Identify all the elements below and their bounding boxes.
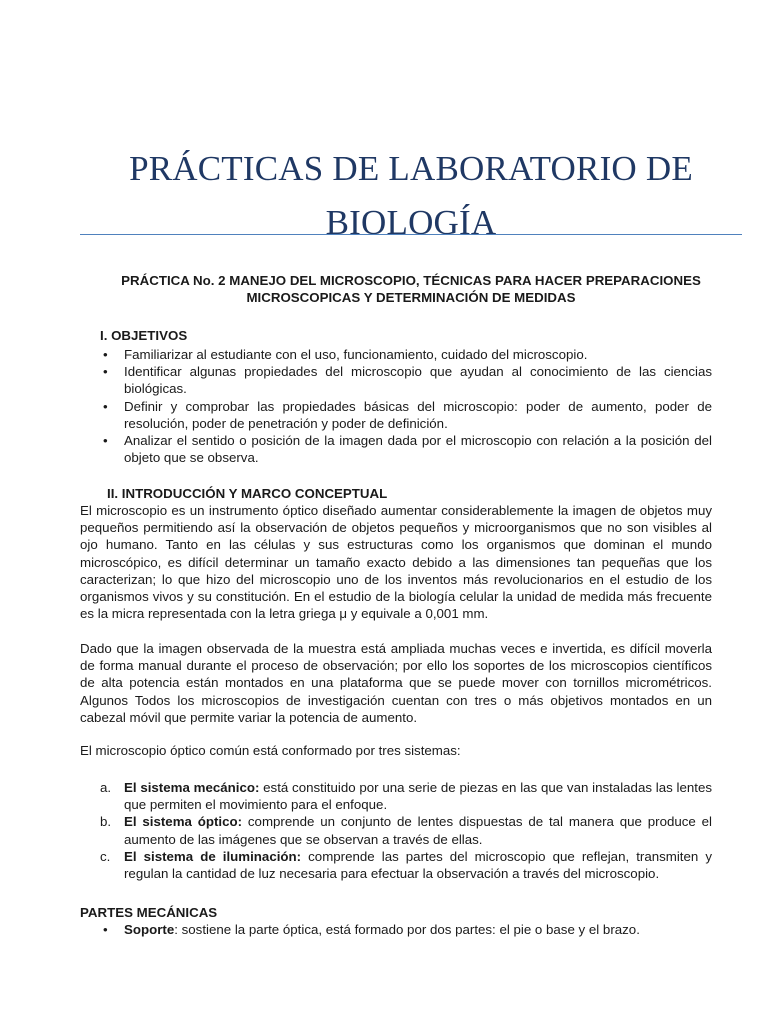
mechanical-parts-list: [100, 921, 712, 938]
practice-title: [80, 272, 742, 306]
objectives-list: [100, 346, 712, 466]
objectives-heading: I. OBJETIVOS: [100, 328, 188, 343]
bullet-icon: •: [103, 922, 108, 937]
objective-item: [100, 363, 712, 397]
bullet-icon: •: [103, 433, 108, 449]
objective-item: [100, 398, 712, 432]
title-divider: [80, 234, 742, 235]
bullet-icon: •: [103, 364, 108, 380]
systems-list: [100, 779, 712, 882]
document-title-line-2: BIOLOGÍA: [325, 203, 497, 242]
system-item: [100, 813, 712, 847]
introduction-heading: II. INTRODUCCIÓN Y MARCO CONCEPTUAL: [107, 486, 388, 501]
mechanical-part-term: Soporte: [124, 922, 175, 937]
mechanical-part-description: : sostiene la parte óptica, está formado por dos partes: el pie o base y el brazo.: [174, 922, 640, 937]
list-letter: b.: [100, 814, 112, 830]
system-term: El sistema de iluminación:: [124, 848, 302, 864]
objective-item: [100, 432, 712, 466]
system-description: está constituido por una serie de piezas en las que van instaladas las lentes que permiten el movimiento para el enfoque.: [124, 780, 713, 813]
objective-item: [100, 346, 712, 363]
mechanical-parts-heading: PARTES MECÁNICAS: [80, 905, 218, 920]
document-title-line-1: PRÁCTICAS DE LABORATORIO DE: [129, 149, 693, 188]
system-item: [100, 779, 712, 813]
mechanical-part-item: [100, 921, 712, 938]
system-description: comprende un conjunto de lentes dispuestas de tal manera que produce el aumento de las imágenes que se observan a través de ellas.: [124, 814, 713, 847]
list-letter: a.: [100, 780, 112, 795]
bullet-icon: •: [103, 398, 108, 414]
system-item: [100, 848, 712, 882]
objective-text: Definir y comprobar las propiedades básicas del microscopio: poder de aumento, poder de resolución, poder de penetración y poder de definición.: [124, 398, 712, 431]
bullet-icon: •: [103, 347, 108, 362]
system-term: El sistema óptico:: [124, 814, 243, 830]
system-term: El sistema mecánico:: [124, 780, 260, 795]
introduction-paragraph-3: El microscopio óptico común está conformado por tres sistemas:: [80, 743, 461, 758]
list-letter: c.: [100, 848, 111, 864]
introduction-paragraph-2: Dado que la imagen observada de la muestra está ampliada muchas veces e invertida, es difícil moverla de forma manual durante el proceso de observación; por ello los soportes de los microscopios científicos de alta potencia están montados en una plataforma que se puede mover con tornillos micrométricos. Algunos Todos los microscopios de investigación cuentan con tres o más objetivos montados en un cabezal móvil que permite variar la potencia de aumento.: [80, 641, 712, 725]
practice-title-line-1: PRÁCTICA No. 2 MANEJO DEL MICROSCOPIO, TÉCNICAS PARA HACER PREPARACIONES: [121, 273, 701, 288]
objective-text: Familiarizar al estudiante con el uso, funcionamiento, cuidado del microscopio.: [124, 347, 588, 362]
objective-text: Identificar algunas propiedades del microscopio que ayudan al conocimiento de las ciencias biológicas.: [124, 364, 712, 397]
introduction-paragraph-1: El microscopio es un instrumento óptico diseñado aumentar considerablemente la imagen de objetos muy pequeños permitiendo así la observación de objetos pequeños y microorganismos que no son visibles al ojo humano. Tanto en las células y sus estructuras como los organismos que dominan el mundo microscópico, es difícil determinar un tamaño exacto debido a las dimensiones tan pequeñas que los caracterizan; lo que hizo del microscopio uno de los inventos más revolucionarios en el estudio de los organismos vivos y su constitución. En el estudio de la biología celular la unidad de medida más frecuente es la micra representada con la letra griega μ y equivale a 0,001 mm.: [80, 503, 712, 622]
objective-text: Analizar el sentido o posición de la imagen dada por el microscopio con relación a la posición del objeto que se observa.: [124, 433, 712, 466]
practice-title-line-2: MICROSCOPICAS Y DETERMINACIÓN DE MEDIDAS: [246, 290, 576, 305]
system-description: comprende las partes del microscopio que reflejan, transmiten y regulan la cantidad de luz necesaria para efectuar la observación a través del microscopio.: [124, 848, 712, 882]
